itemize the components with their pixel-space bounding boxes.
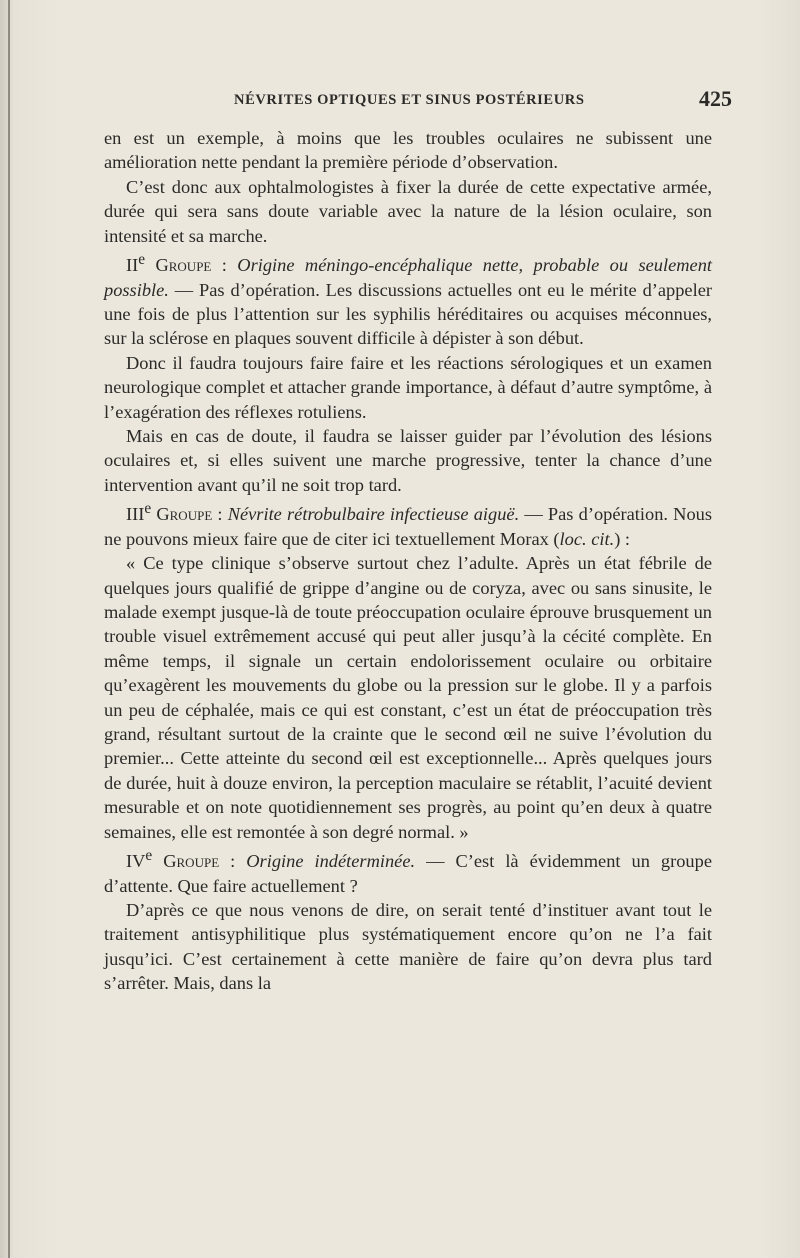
citation: loc. cit. <box>559 528 615 549</box>
separator: : <box>219 851 247 872</box>
quotation: « Ce type clinique s’observe surtout chez l’adulte. Après un état fébrile de quelques jours qualifié de grippe d’angine ou de coryza, avec ou sans sinusite, le malade exempt jusque-là de toute préoccupation oculaire éprouve brusquement un trouble visuel extrêmement accusé qui peut aller jusqu’à la cécité complète. En même temps, il signale un certain endolorissement oculaire ou orbitaire qu’exagèrent les mouvements du globe ou la pression sur le globe. Il y a parfois un peu de céphalée, mais ce qui est constant, c’est un état de préoccupation très grand, résultant surtout de la crainte que le second œil ne suive l’évolution du premier... Cette atteinte du second œil est exceptionnelle... Après quelques jours de durée, huit à douze environ, la perception maculaire se rétablit, l’acuité devient mesurable et on note quotidiennement ses progrès, au point qu’en deux à quatre semaines, elle est remontée à son degré normal. » <box>104 553 712 842</box>
paragraph: en est un exemple, à moins que les troubles oculaires ne subissent une amélioration nette pendant la première période d’observation. <box>104 128 712 173</box>
group-number: II <box>126 255 139 276</box>
group-title: Origine méningo-encéphalique nette, probable ou seulement possible. <box>104 255 712 300</box>
paragraph: Mais en cas de doute, il faudra se laisser guider par l’évolution des lésions oculaires et, si elles suivent une marche progressive, tenter la chance d’une intervention avant qu’il ne soit trop tard. <box>104 426 712 495</box>
page-header <box>104 86 734 114</box>
ordinal-suffix: e <box>138 251 146 269</box>
group-title: Névrite rétrobulbaire infectieuse aiguë. <box>227 504 520 525</box>
paragraph-text: — Pas d’opération. Nous ne pouvons mieux faire que de citer ici textuellement Morax ( <box>104 504 712 549</box>
group-number: IV <box>126 851 146 872</box>
section-group-4 <box>104 844 712 898</box>
separator: : <box>212 504 228 525</box>
section-group-3 <box>104 497 712 551</box>
paragraph-text: — Pas d’opération. Les discussions actuelles ont eu le mérite d’appeler une fois de plus l’attention sur les syphilis héréditaires ou acquises méconnues, sur la sclérose en plaques souvent difficile à dépister à son début. <box>104 279 712 349</box>
body-text <box>104 126 712 996</box>
group-label: Groupe <box>156 504 213 525</box>
paragraph: Donc il faudra toujours faire faire et les réactions sérologiques et un examen neurologique complet et attacher grande importance, à défaut d’autre symptôme, à l’exagération des réflexes rotuliens. <box>104 352 712 422</box>
paragraph: D’après ce que nous venons de dire, on serait tenté d’instituer avant tout le traitement antisyphilitique plus systématiquement encore qu’on ne l’a fait jusqu’ici. C’est certainement à cette manière de faire qu’on devra plus tard s’arrêter. Mais, dans la <box>104 899 712 994</box>
paragraph-text: — C’est là évidemment un groupe d’attente. Que faire actuellement ? <box>104 851 712 896</box>
ordinal-suffix: e <box>144 500 152 518</box>
ordinal-suffix: e <box>145 847 153 865</box>
separator: : <box>211 255 238 276</box>
running-title: NÉVRITES OPTIQUES ET SINUS POSTÉRIEURS <box>234 92 585 108</box>
group-label: Groupe <box>163 851 220 872</box>
group-number: III <box>126 504 145 525</box>
group-title: Origine indéterminée. <box>246 851 416 872</box>
binding-edge <box>8 0 10 1258</box>
section-group-2 <box>104 248 712 351</box>
page-number: 425 <box>699 86 732 111</box>
paragraph-text: ) : <box>614 528 631 549</box>
paragraph: C’est donc aux ophtalmologistes à fixer la durée de cette expectative armée, durée qui sera sans doute variable avec la nature de la lésion oculaire, son intensité et sa marche. <box>104 176 712 246</box>
group-label: Groupe <box>155 255 212 276</box>
